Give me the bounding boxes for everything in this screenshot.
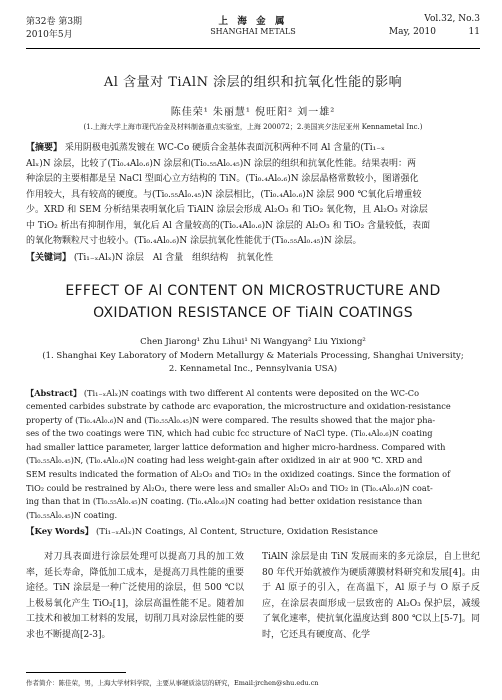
header-journal-cn: 上 海 金 属 xyxy=(218,16,288,27)
body-columns xyxy=(26,550,480,670)
header-rule xyxy=(26,48,480,49)
paper-title-en-line: OXIDATION RESISTANCE OF TiAlN COATINGS xyxy=(93,304,413,321)
abstract-en-line: ing than that in (Ti₀.₅₅Al₀.₄₅)N coating. (Ti₀.₄Al₀.₆)N coating had better oxidation resistance than xyxy=(26,496,423,507)
abstract-en xyxy=(26,387,480,523)
abstract-en-line: (Ti₁₋ₓAlₓ)N coatings with two different Al contents were deposited on the WC-Co xyxy=(83,387,419,398)
abstract-cn-line: 种涂层的主要相都是呈 NaCl 型面心立方结构的 TiN。(Ti₀.₄Al₀.₆)N 涂层晶格常数较小，图谱强化 xyxy=(26,174,419,184)
header-journal-en: SHANGHAI METALS xyxy=(210,27,296,36)
body-right-column: TiAlN 涂层是由 TiN 发展而来的多元涂层，自上世纪 80 年代开始就被作为硬质薄膜材料研究和发展[4]。由于 Al 原子的引入，在高温下，Al 原子与 O 原子反应，在涂层表面形成一层致密的 Al₂O₃ 保护层，减缓了氧化速率，使抗氧化温度达到 800 ℃以上[5-7]。同时，它还具有硬度高、化学 xyxy=(262,552,480,640)
header-page-number: 11 xyxy=(468,27,480,37)
abstract-cn-label: 【摘要】 xyxy=(26,143,63,153)
abstract-en-line: had smaller lattice parameter, larger lattice deformation and higher micro-hardness. Compared with xyxy=(26,441,446,452)
body-left-column: 对刀具表面进行涂层处理可以提高刀具的加工效率，延长寿命，降低加工成本，是提高刀具性能的重要途径。TiN 涂层是一种广泛使用的涂层，但 500 ℃以上极易氧化产生 TiO₂[1]，涂层高温性能不足。随着加工技术和被加工材料的发展，切削刀具对涂层性能的要求也不断提高[2-3]。 xyxy=(26,552,244,640)
keywords-en-label: 【Key Words】 xyxy=(26,527,94,538)
abstract-en-line: (Ti₀.₅₅Al₀.₄₅)N coating. xyxy=(26,509,118,520)
header-date-en: May, 2010 xyxy=(388,27,436,37)
abstract-en-line: cemented carbides substrate by cathode arc evaporation, the microstructure and oxidation-resistance xyxy=(26,401,451,412)
abstract-en-line: property of (Ti₀.₄Al₀.₆)N and (Ti₀.₅₅Al₀.₄₅)N were compared. The results showed that the major pha- xyxy=(26,414,436,425)
abstract-cn-line: 的氧化物颗粒尺寸也较小。(Ti₀.₄Al₀.₆)N 涂层抗氧化性能优于(Ti₀.₅₅Al₀.₄₅)N 涂层。 xyxy=(26,236,362,246)
paper-title-en xyxy=(26,280,480,324)
affiliation-en xyxy=(26,350,480,376)
header-volume-en: Vol.32, No.3 xyxy=(424,14,480,24)
keywords-en xyxy=(26,525,480,537)
author-footnote: 作者简介：陈佳荣，男，上海大学材料学院，主要从事硬质涂层的研究，Email:jrchen@shu.edu.cn xyxy=(26,679,319,687)
abstract-en-line: ses of the two coatings were TiN, which had cubic fcc structure of NaCl type. (Ti₀.₄Al₀.₆)N coating xyxy=(26,428,433,439)
footnote-rule xyxy=(26,672,126,673)
header-volume-cn: 第32卷 第3期 xyxy=(26,17,83,27)
abstract-cn xyxy=(26,141,480,250)
paper-title-en-line: EFFECT OF Al CONTENT ON MICROSTRUCTURE AND xyxy=(65,282,441,299)
authors-cn: 陈佳荣¹ 朱丽慧¹ 倪旺阳² 刘一雄² xyxy=(170,107,336,118)
authors-en: Chen Jiarong¹ Zhu Lihui¹ Ni Wangyang² Liu Yixiong² xyxy=(140,336,366,347)
abstract-en-line: (Ti₀.₅₅Al₀.₄₅)N, (Ti₀.₄Al₀.₆)N coating had less weight-gain after oxidized in air at 900 ℃. XRD and xyxy=(26,455,423,466)
abstract-cn-line: 作用较大，具有较高的硬度。与(Ti₀.₅₅Al₀.₄₅)N 涂层相比，(Ti₀.₄Al₀.₆)N 涂层 900 ℃氧化后增重较 xyxy=(26,189,422,200)
affiliation-cn: (1.上海大学上海市现代冶金及材料制备重点实验室，上海 200072；2.美国宾夕法尼亚州 Kennametal Inc.) xyxy=(83,123,423,131)
keywords-cn-text: (Ti₁₋ₓAlₓ)N 涂层 Al 含量 组织结构 抗氧化性 xyxy=(73,252,274,263)
running-header xyxy=(26,10,480,48)
abstract-cn-line: 中 TiO₂ 析出有抑制作用，氧化后 Al 含量较高的(Ti₀.₄Al₀.₆)N 涂层的 Al₂O₃ 和 TiO₂ 含量较低，表面 xyxy=(26,220,431,231)
affiliation-en-line: 2. Kennametal Inc., Pennsylvania USA) xyxy=(168,363,338,374)
abstract-cn-line: Alₓ)N 涂层，比较了(Ti₀.₄Al₀.₆)N 涂层和(Ti₀.₅₅Al₀.₄₅)N 涂层的组织和抗氧化性能。结果表明：两 xyxy=(26,158,416,169)
affiliation-en-line: (1. Shanghai Key Laboratory of Modern Metallurgy & Materials Processing, Shanghai University; xyxy=(42,350,464,361)
header-date-cn: 2010年5月 xyxy=(26,30,73,40)
abstract-en-label: 【Abstract】 xyxy=(26,387,82,398)
abstract-en-line: SEM results indicated the formation of Al₂O₃ and TiO₂ in the oxidized coatings. Since the formation of xyxy=(26,469,451,480)
keywords-en-text: (Ti₁₋ₓAlₓ)N Coatings, Al Content, Structure, Oxidation Resistance xyxy=(95,527,378,538)
keywords-cn-label: 【关键词】 xyxy=(26,252,72,263)
abstract-en-line: TiO₂ could be restrained by Al₂O₃, there were less and smaller Al₂O₃ and TiO₂ in (Ti₀.₄Al₀.₆)N coat- xyxy=(26,482,433,493)
abstract-cn-line: 少。XRD 和 SEM 分析结果表明氧化后 TiAlN 涂层会形成 Al₂O₃ 和 TiO₂ 氧化物，且 Al₂O₃ 对涂层 xyxy=(26,205,428,215)
journal-page xyxy=(26,10,480,670)
abstract-cn-line: 采用阴极电弧蒸发镀在 WC-Co 硬质合金基体表面沉积两种不同 Al 含量的(Ti₁₋ₓ xyxy=(64,143,385,153)
keywords-cn xyxy=(26,251,480,266)
paper-title-cn: Al 含量对 TiAlN 涂层的组织和抗氧化性能的影响 xyxy=(103,75,403,90)
